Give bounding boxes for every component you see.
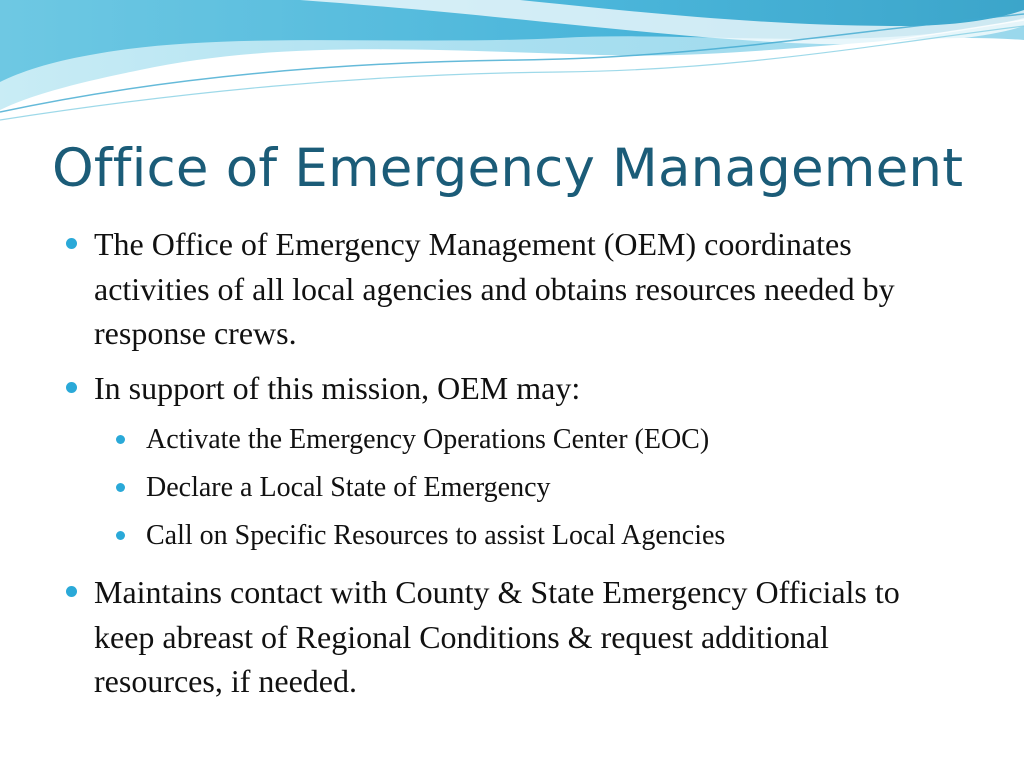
bullet-list [62,222,962,704]
bullet-dot-icon [66,382,77,393]
sub-bullet-item [62,512,962,560]
sub-bullet-dot-icon [116,435,125,444]
slide-body [62,222,962,714]
sub-bullet-text: Declare a Local State of Emergency [146,472,551,503]
bullet-dot-icon [66,238,77,249]
sub-bullet-item [62,464,962,512]
bullet-dot-icon [66,586,77,597]
sub-bullet-item [62,416,962,464]
bullet-text: The Office of Emergency Management (OEM) coordinates activities of all local agencies and obtains resources needed by response crews. [94,226,895,351]
sub-bullet-list [94,416,962,560]
slide-title: Office of Emergency Management [52,138,964,199]
sub-bullet-dot-icon [116,483,125,492]
decorative-wave-header [0,0,1024,130]
bullet-item [62,570,962,704]
bullet-text: Maintains contact with County & State Emergency Officials to keep abreast of Regional Conditions & request additional resources, if needed. [94,574,900,699]
sub-bullet-text: Activate the Emergency Operations Center (EOC) [146,424,710,455]
bullet-text: In support of this mission, OEM may: [94,369,581,406]
bullet-item [62,366,962,561]
bullet-item [62,222,962,356]
sub-bullet-text: Call on Specific Resources to assist Local Agencies [146,520,726,551]
sub-bullet-dot-icon [116,531,125,540]
